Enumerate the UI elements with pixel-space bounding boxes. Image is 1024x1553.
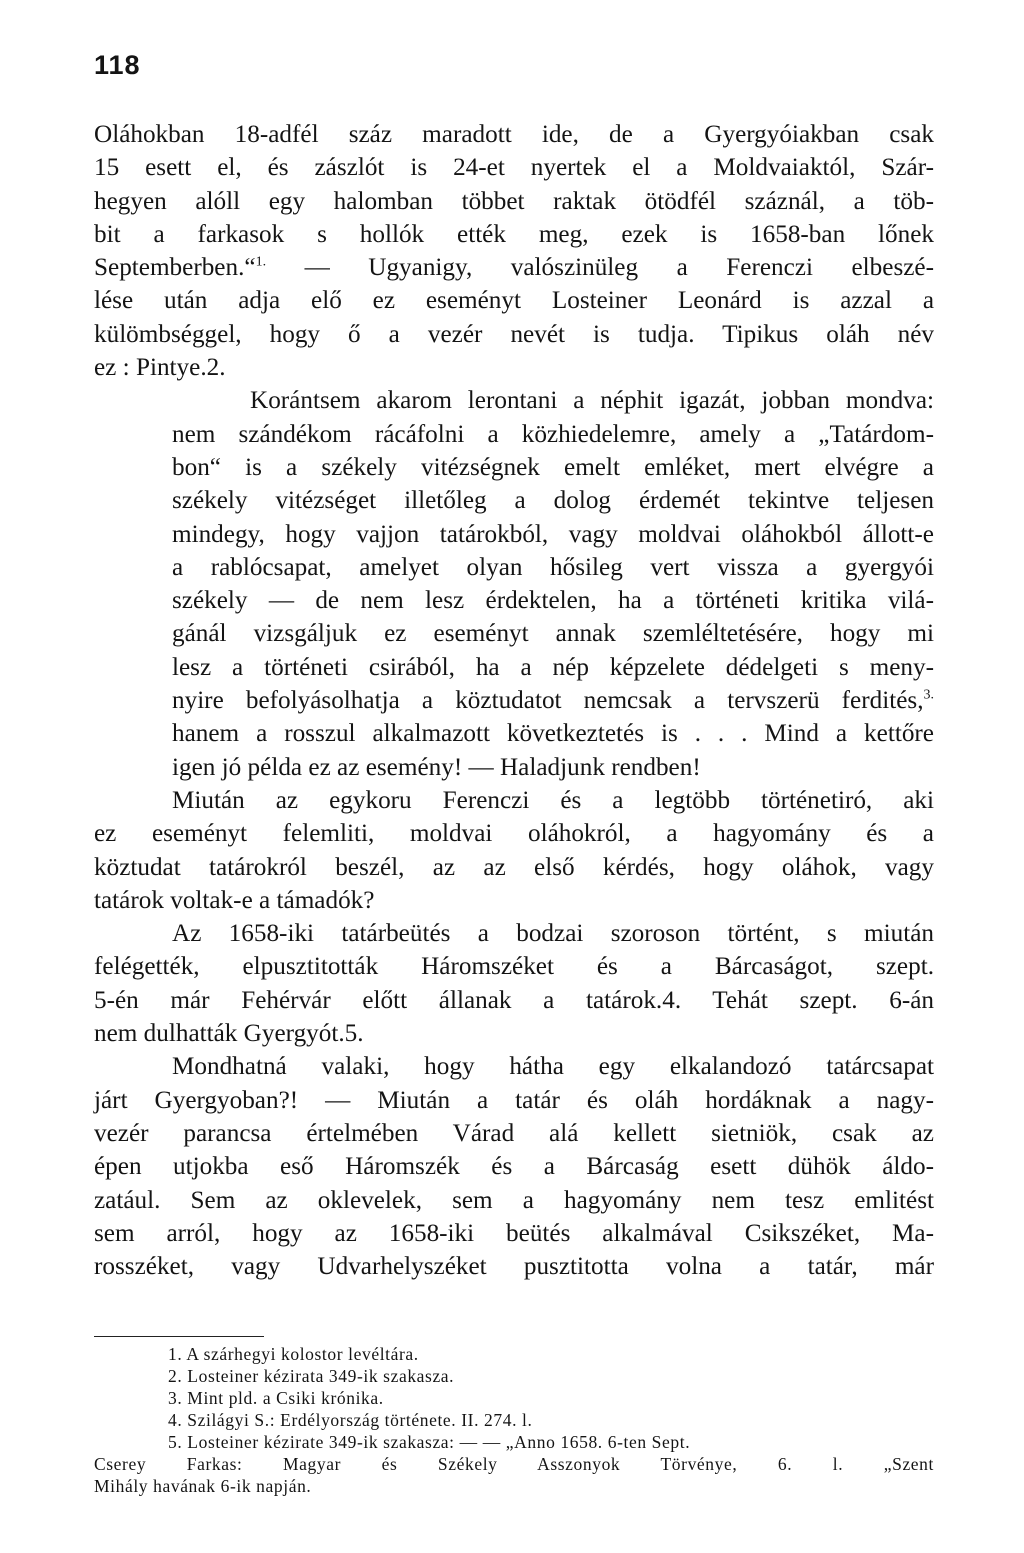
page-number: 118: [94, 50, 141, 80]
text-line: mindegy, hogy vajjon tatárokból, vagy moldvai oláhokból állott-e: [172, 520, 934, 548]
paragraph: [94, 784, 934, 917]
text-line: székely — de nem lesz érdektelen, ha a történeti kritika vilá-: [172, 587, 934, 615]
text-line: tatárok voltak-e a támadók?: [94, 886, 375, 914]
text-line: rosszéket, vagy Udvarhelyszéket pusztitotta volna a tatár, már: [94, 1253, 934, 1281]
text-line: székely vitézséget illetőleg a dolog érdemét tekintve teljesen: [172, 487, 934, 515]
text-line: hanem a rosszul alkalmazott következtetés is . . . Mind a kettőre: [172, 720, 934, 748]
text-line: Az 1658-iki tatárbeütés a bodzai szoroson történt, s miután: [172, 920, 934, 948]
text-line: Oláhokban 18-adfél száz maradott ide, de a Gyergyóiakban csak: [94, 121, 934, 148]
text-line: Miután az egykoru Ferenczi és a legtöbb történetiró, aki: [172, 786, 934, 814]
paragraph: [94, 1050, 934, 1283]
text-line: külömbséggel, hogy ő a vezér nevét is tudja. Tipikus oláh név: [94, 320, 934, 348]
footnote: 5. Losteiner kézirate 349-ik szakasza: — — „Anno 1658. 6-ten Sept.: [168, 1432, 691, 1452]
text-line: bon“ is a székely vitézségnek emelt emléket, mert elvégre a: [172, 453, 934, 481]
paragraph: [94, 384, 934, 784]
text-line: gánál vizsgáljuk ez eseményt annak szemléltetésére, hogy mi: [172, 620, 934, 648]
footnote-marker: 3.: [923, 687, 934, 703]
footnote: 2. Losteiner kézirata 349-ik szakasza.: [168, 1366, 455, 1386]
text-line: zatául. Sem az oklevelek, sem a hagyomány nem tesz emlitést: [94, 1186, 934, 1214]
footnote-marker: 1.: [255, 254, 267, 270]
footnotes: [94, 1343, 934, 1497]
text-line: köztudat tatárokról beszél, az az első kérdés, hogy oláhok, vagy: [94, 853, 934, 881]
footnote: 1. A szárhegyi kolostor levéltára.: [168, 1344, 419, 1364]
paragraph: [94, 917, 934, 1050]
footnote-continuation: Mihály havának 6-ik napján.: [94, 1476, 312, 1496]
text-line: sem arról, hogy az 1658-iki beütés alkalmával Csikszéket, Ma-: [94, 1219, 934, 1247]
footnote-continuation: Cserey Farkas: Magyar és Székely Asszonyok Törvénye, 6. l. „Szent: [94, 1454, 934, 1474]
text-line: lése után adja elő ez eseményt Losteiner Leonárd is azzal a: [94, 287, 934, 315]
text-line: bit a farkasok s hollók ették meg, ezek is 1658-ban lőnek: [94, 220, 934, 248]
text-line: nyire befolyásolhatja a köztudatot nemcsak a tervszerü ferdités,$^{3.}$: [172, 687, 934, 715]
text-line: nem dulhatták Gyergyót.5.: [94, 1020, 364, 1048]
footnote-divider: [94, 1336, 264, 1337]
text-line: járt Gyergyoban?! — Miután a tatár és oláh hordáknak a nagy-: [94, 1086, 934, 1114]
footnote: 4. Szilágyi S.: Erdélyország története. II. 274. l.: [168, 1410, 533, 1430]
text-line: Mondhatná valaki, hogy hátha egy elkalandozó tatárcsapat: [172, 1053, 934, 1081]
text-line: ez : Pintye.2.: [94, 354, 226, 382]
text-line: igen jó példa ez az esemény! — Haladjunk rendben!: [172, 753, 701, 781]
text-line: a rablócsapat, amelyet olyan hősileg vert vissza a gyergyói: [172, 553, 934, 581]
text-line: Septemberben.“$^{1.}$ — Ugyanigy, valószinüleg a Ferenczi elbeszé-: [94, 254, 934, 282]
text-line: épen utjokba eső Háromszék és a Bárcaság esett dühök áldo-: [94, 1153, 934, 1181]
text-line: felégették, elpusztitották Háromszéket és a Bárcaságot, szept.: [94, 953, 934, 981]
footnote: 3. Mint pld. a Csiki krónika.: [168, 1388, 384, 1408]
text-line: ez eseményt felemliti, moldvai oláhokról, a hagyomány és a: [94, 820, 934, 848]
text-line: hegyen alóll egy halomban többet raktak ötödfél száznál, a töb-: [94, 187, 934, 215]
paragraph: [94, 118, 934, 384]
text-line: 15 esett el, és zászlót is 24-et nyertek el a Moldvaiaktól, Szár-: [94, 154, 934, 182]
text-line: 5-én már Fehérvár előtt állanak a tatárok.4. Tehát szept. 6-án: [94, 986, 934, 1014]
text-line: vezér parancsa értelmében Várad alá kellett sietniök, csak az: [94, 1119, 934, 1147]
text-line: lesz a történeti csirából, ha a nép képzelete dédelgeti s meny-: [172, 653, 934, 681]
text-line: Korántsem akarom lerontani a néphit igazát, jobban mondva:: [250, 387, 934, 415]
text-line: nem szándékom rácáfolni a közhiedelemre, amely a „Tatárdom-: [172, 420, 934, 448]
main-text: [94, 118, 934, 1283]
